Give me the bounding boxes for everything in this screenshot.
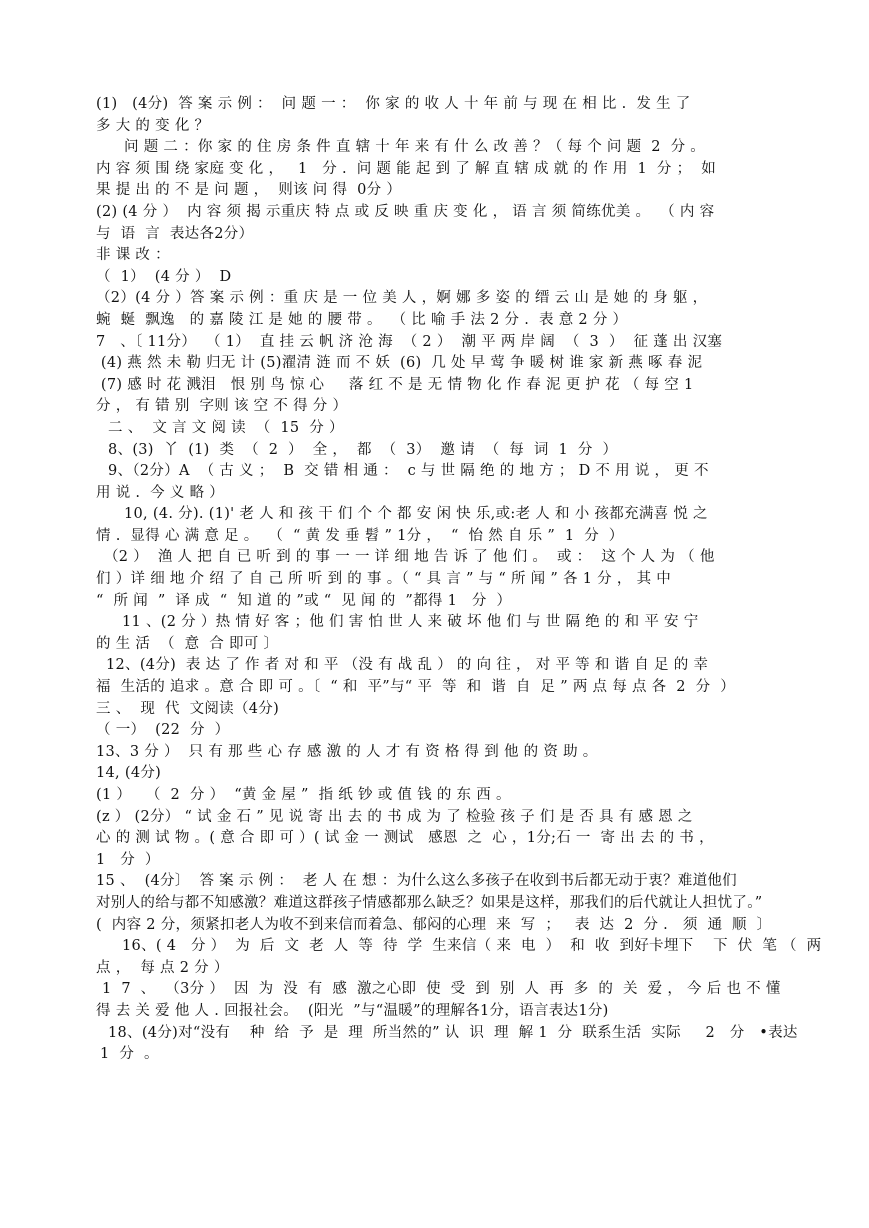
text-line: 内 容 须 围 绕 家庭 变 化 ， 1 分 . 问 题 能 起 到 了 解 直 辖 成 就 的 作 用 1 分 ； 如: [96, 160, 716, 177]
text-line: 心 的 测 试 物 。( 意 合 即 可 ）( 试 金 一 测试 感恩 之 心 ，1分;石 一 寄 出 去 的 书 ，: [96, 830, 714, 847]
text-line: (z ） (2分） “ 试 金 石 ” 见 说 寄 出 去 的 书 成 为 了 检验 孩 子 们 是 否 具 有 感 恩 之: [96, 808, 693, 825]
text-line: 13、3 分 ） 只 有 那 些 心 存 感 激 的 人 才 有 资 格 得 到 他 的 资 助 。: [96, 743, 598, 760]
text-line: （2）(4 分 ）答 案 示 例 ：重 庆 是 一 位 美 人 ，婀 娜 多 姿 的 缙 云 山 是 她 的 身 躯 ，: [96, 290, 708, 307]
text-line: 点 ， 每 点 2 分 ）: [96, 959, 229, 976]
text-line: 用 说 . 今 义 略 ）: [96, 484, 225, 501]
text-line: (4) 燕 然 未 勒 归无 计 (5)濯清 涟 而 不 妖 (6) 几 处 早 莺 争 暖 树 谁 家 新 燕 啄 春 泥: [96, 355, 703, 372]
text-line: 对别人的给与都不知感激？难道这群孩子情感都那么缺乏？如果是这样，那我们的后代就让人担忧了。”: [96, 894, 763, 911]
text-line: 问 题 二 ：你 家 的 住 房 条 件 直 辖 十 年 来 有 什 么 改 善 ？（ 每 个 问 题 2 分 。: [124, 139, 706, 156]
text-line: 非 课 改 ：: [96, 247, 170, 264]
text-line: 得 去 关 爱 他 人 . 回报社会。 (阳光 ”与“温暖”的理解各1分，语言表达1分): [96, 1002, 609, 1019]
text-line: (1 ） （ 2 分 ） “黄 金 屋 ” 指 纸 钞 或 值 钱 的 东 西 。: [96, 787, 511, 803]
text-line: 14, (4分): [96, 765, 162, 782]
text-line: 们 ）详 细 地 介 绍 了 自 己 所 听 到 的 事 。（ “ 具 言 ” 与 “ 所 闻 ” 各 1 分 ， 其 中: [96, 571, 672, 588]
text-line: 11 、(2 分 ）热 情 好 客 ；他 们 害 怕 世 人 来 破 坏 他 们 与 世 隔 绝 的 和 平 安 宁: [122, 614, 699, 631]
text-line: （ 一） (22 分 ）: [96, 722, 230, 739]
text-line: 16、( 4 分 ） 为 后 文 老 人 等 待 学 生来信（ 来 电 ） 和 收 到好卡埋下 下 伏 笔 （ 两: [122, 938, 822, 955]
text-line: (7) 感 时 花 溅泪 恨 别 鸟 惊 心 落 红 不 是 无 情 物 化 作 春 泥 更 护 花 （ 每 空 1: [96, 376, 694, 393]
text-line: “ 所 闻 ” 译 成 “ 知 道 的 ”或 “ 见 闻 的 ”都得 1 分 ）: [96, 592, 512, 609]
text-line: 1 分 。: [100, 1046, 159, 1063]
answer-document: [96, 94, 822, 1066]
text-line: 情 . 显得 心 满 意 足 。 （ “ 黄 发 垂 髫 ” 1分 ， “ 怡 然 自 乐 ” 1 分 ）: [96, 527, 624, 544]
text-line: 福 生活的 追求 。意 合 即 可 。〔 “ 和 平”与“ 平 等 和 谐 自 足 ” 两 点 每 点 各 2 分 ）: [96, 679, 736, 696]
text-line: 9、（2分）A （ 古 义 ； B 交 错 相 通 ： c 与 世 隔 绝 的 地 方 ； D 不 用 说 ， 更 不: [108, 463, 709, 480]
text-line: 18、(4分)对“没有 种 给 予 是 理 所当然的” 认 识 理 解 1 分 联系生活 实际 2 分 •表达: [108, 1024, 798, 1041]
text-line: （2 ） 渔 人 把 自 已 听 到 的 事 一 一 详 细 地 告 诉 了 他 们 。 或 ： 这 个 人 为 （ 他: [104, 549, 715, 566]
text-line: 蜿 蜒 飘逸 的 嘉 陵 江 是 她 的 腰 带 。 （ 比 喻 手 法 2 分 . 表 意 2 分 ）: [96, 311, 628, 328]
text-line: 1 7 、 （3分 ） 因 为 没 有 感 激之心即 使 受 到 别 人 再 多 的 关 爱 ， 今 后 也 不 懂: [102, 981, 781, 998]
text-line: 10, (4. 分). (1)' 老 人 和 孩 干 们 个 个 都 安 闲 快 乐,或:老 人 和 小 孩都充满喜 悦 之: [124, 506, 708, 523]
text-line: (2) (4 分 ） 内 容 须 揭 示重庆 特 点 或 反 映 重 庆 变 化 ， 语 言 须 简练优美 。 （ 内 容: [96, 203, 715, 220]
text-line: 7 、〔 11分） （ 1） 直 挂 云 帆 济 沧 海 （ 2 ） 潮 平 两 岸 阔 （ 3 ） 征 蓬 出 汉塞: [96, 333, 723, 350]
text-line: 多 大 的 变 化 ？: [96, 117, 210, 134]
text-line: ( 内容 2 分，须紧扣老人为收不到来信而着急、郁闷的心理 来 写 ； 表 达 2 分 . 须 通 顺 〕: [96, 916, 772, 933]
text-line: 的 生 活 （ 意 合 即可 〕: [96, 635, 279, 652]
text-line: （ 1） (4 分 ） D: [96, 268, 232, 285]
text-line: 12、(4分) 表 达 了 作 者 对 和 平 （没 有 战 乱 ） 的 向 往 ， 对 平 等 和 谐 自 足 的 幸: [106, 657, 709, 674]
text-line: 分 ， 有 错 别 字则 该 空 不 得 分 ）: [96, 398, 348, 415]
text-line: 与 语 言 表达各2分）: [96, 225, 254, 242]
text-line: (1) (4分) 答 案 示 例 ： 问 题 一 ： 你 家 的 收 人 十 年 前 与 现 在 相 比 . 发 生 了: [96, 96, 691, 112]
text-line: 15 、 (4分〕 答 案 示 例 ： 老 人 在 想 ：为什么这么多孩子在收到书后都无动于衷？难道他们: [96, 873, 737, 890]
text-line: 1 分 ）: [96, 851, 160, 868]
text-line: 果 提 出 的 不 是 问 题 ， 则该 问 得 0分 ）: [96, 182, 402, 199]
text-line: 三 、 现 代 文阅读（4分): [96, 700, 280, 717]
text-line: 8、(3) 丫 (1) 类 （ 2 ） 全 ， 都 （ 3） 邀 请 （ 每 词 1 分 ）: [108, 441, 618, 458]
text-line: 二 、 文 言 文 阅 读 （ 15 分 ）: [108, 419, 344, 436]
